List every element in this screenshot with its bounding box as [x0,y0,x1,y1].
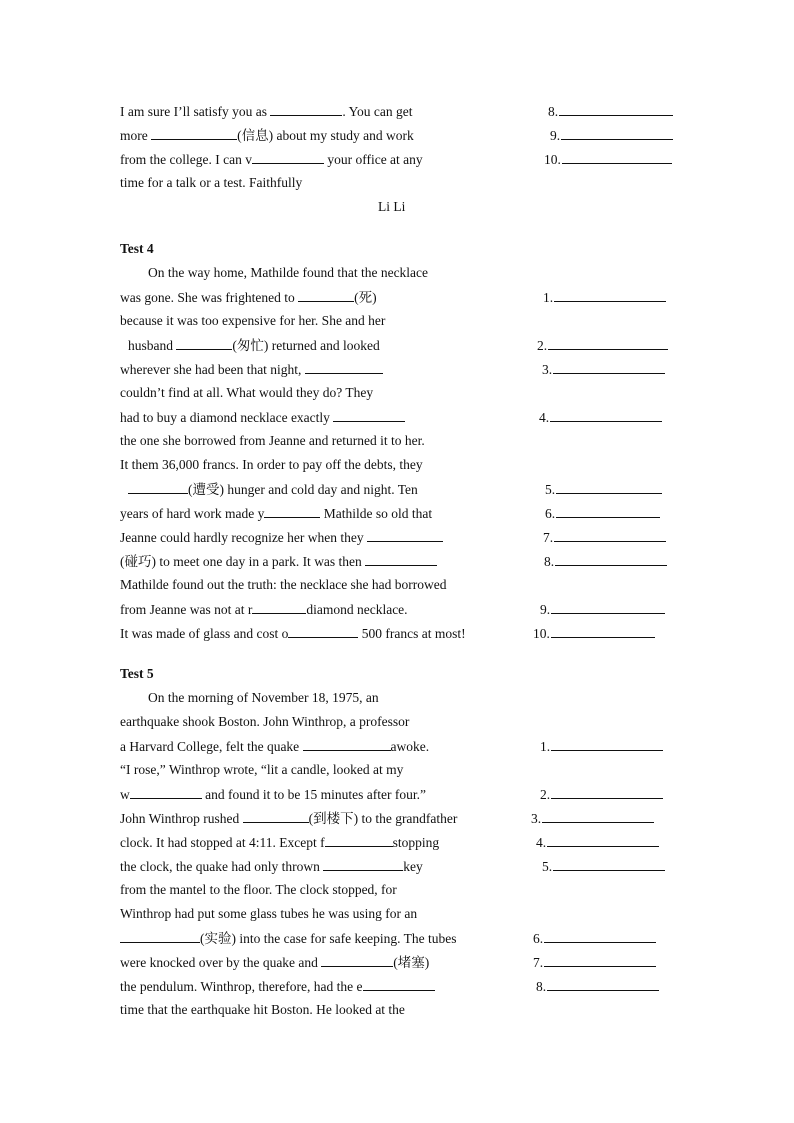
answer-slot[interactable]: 10. [533,625,655,642]
fill-blank[interactable] [305,361,383,374]
fill-blank[interactable] [130,786,202,799]
text-line: Winthrop had put some glass tubes he was using for an [120,906,418,921]
answer-blank[interactable] [551,601,665,614]
answer-blank[interactable] [554,529,666,542]
answer-slot[interactable]: 8. [536,978,659,995]
answer-slot[interactable]: 10. [544,151,672,168]
text-line: years of hard work made y Mathilde so old that [120,506,433,521]
text-line: clock. It had stopped at 4:11. Except f stopping [120,835,440,850]
fill-blank[interactable] [365,553,437,566]
fill-blank[interactable] [298,289,354,302]
answer-blank[interactable] [551,786,663,799]
answer-slot[interactable]: 4. [536,834,659,851]
text-line: “I rose,” Winthrop wrote, “lit a candle, looked at my [120,762,404,777]
answer-blank[interactable] [551,738,663,751]
answer-slot[interactable]: 2. [537,337,668,354]
text-line: John Winthrop rushed (到楼下) to the grandfather [120,811,458,826]
fill-blank[interactable] [252,151,324,164]
answer-blank[interactable] [556,481,662,494]
text-line: had to buy a diamond necklace exactly [120,409,405,426]
answer-blank[interactable] [547,834,659,847]
text-line: I am sure I’ll satisfy you as . You can get [120,104,413,119]
text-line: On the way home, Mathilde found that the necklace [148,265,429,280]
answer-blank[interactable] [555,553,667,566]
answer-blank[interactable] [553,858,665,871]
signature: Li Li [378,199,406,214]
fill-blank[interactable] [151,127,237,140]
text-line: (实验) into the case for safe keeping. The tubes [120,930,457,947]
text-line: the pendulum. Winthrop, therefore, had the e [120,978,435,995]
answer-blank[interactable] [561,127,673,140]
text-line: (遭受) hunger and cold day and night. Ten [128,481,418,498]
fill-blank[interactable] [120,930,200,943]
text-line: was gone. She was frightened to (死) [120,290,377,305]
answer-blank[interactable] [542,810,654,823]
text-line: were knocked over by the quake and (堵塞) [120,955,430,970]
text-line: the clock, the quake had only thrown key [120,859,423,874]
answer-blank[interactable] [551,625,655,638]
text-line: more (信息) about my study and work [120,128,414,143]
text-line: w and found it to be 15 minutes after four.” [120,787,426,802]
fill-blank[interactable] [288,625,358,638]
text-line: time that the earthquake hit Boston. He looked at the [120,1002,405,1017]
fill-blank[interactable] [333,409,405,422]
section-title: Test 5 [120,666,154,681]
answer-slot[interactable]: 7. [543,529,666,546]
text-line: time for a talk or a test. Faithfully [120,175,303,190]
answer-slot[interactable]: 6. [545,505,660,522]
fill-blank[interactable] [367,529,443,542]
answer-blank[interactable] [544,954,656,967]
fill-blank[interactable] [303,738,391,751]
text-line: from Jeanne was not at r diamond necklace. [120,602,408,617]
fill-blank[interactable] [264,505,320,518]
answer-slot[interactable]: 1. [543,289,666,306]
fill-blank[interactable] [270,103,342,116]
answer-slot[interactable]: 8. [544,553,667,570]
text-line: (碰巧) to meet one day in a park. It was then [120,553,437,570]
text-line: It them 36,000 francs. In order to pay off the debts, they [120,457,423,472]
answer-slot[interactable]: 9. [550,127,673,144]
answer-blank[interactable] [559,103,673,116]
text-line: the one she borrowed from Jeanne and returned it to her. [120,433,425,448]
fill-blank[interactable] [321,954,393,967]
fill-blank[interactable] [176,337,232,350]
answer-slot[interactable]: 1. [540,738,663,755]
answer-blank[interactable] [556,505,660,518]
answer-blank[interactable] [548,337,668,350]
answer-slot[interactable]: 7. [533,954,656,971]
answer-slot[interactable]: 8. [548,103,673,120]
text-line: husband (匆忙) returned and looked [128,338,380,353]
answer-slot[interactable]: 4. [539,409,662,426]
text-line: earthquake shook Boston. John Winthrop, a professor [120,714,410,729]
text-line: from the college. I can v your office at any [120,152,423,167]
answer-blank[interactable] [553,361,665,374]
answer-blank[interactable] [547,978,659,991]
answer-blank[interactable] [544,930,656,943]
text-line: from the mantel to the floor. The clock stopped, for [120,882,397,897]
text-line: It was made of glass and cost o 500 francs at most! [120,626,466,641]
answer-blank[interactable] [562,151,672,164]
answer-slot[interactable]: 6. [533,930,656,947]
answer-slot[interactable]: 3. [531,810,654,827]
fill-blank[interactable] [128,481,188,494]
answer-slot[interactable]: 3. [542,361,665,378]
answer-slot[interactable]: 9. [540,601,665,618]
answer-blank[interactable] [554,289,666,302]
text-line: Mathilde found out the truth: the necklace she had borrowed [120,577,447,592]
text-line: couldn’t find at all. What would they do? They [120,385,374,400]
section-title: Test 4 [120,241,154,256]
text-line: because it was too expensive for her. She and her [120,313,386,328]
answer-blank[interactable] [550,409,662,422]
text-line: wherever she had been that night, [120,361,383,378]
text-line: Jeanne could hardly recognize her when they [120,529,443,546]
answer-slot[interactable]: 5. [545,481,662,498]
fill-blank[interactable] [325,834,393,847]
answer-slot[interactable]: 2. [540,786,663,803]
fill-blank[interactable] [363,978,435,991]
fill-blank[interactable] [243,810,309,823]
fill-blank[interactable] [252,601,306,614]
text-line: On the morning of November 18, 1975, an [148,690,379,705]
text-line: a Harvard College, felt the quake awoke. [120,739,430,754]
fill-blank[interactable] [323,858,403,871]
answer-slot[interactable]: 5. [542,858,665,875]
